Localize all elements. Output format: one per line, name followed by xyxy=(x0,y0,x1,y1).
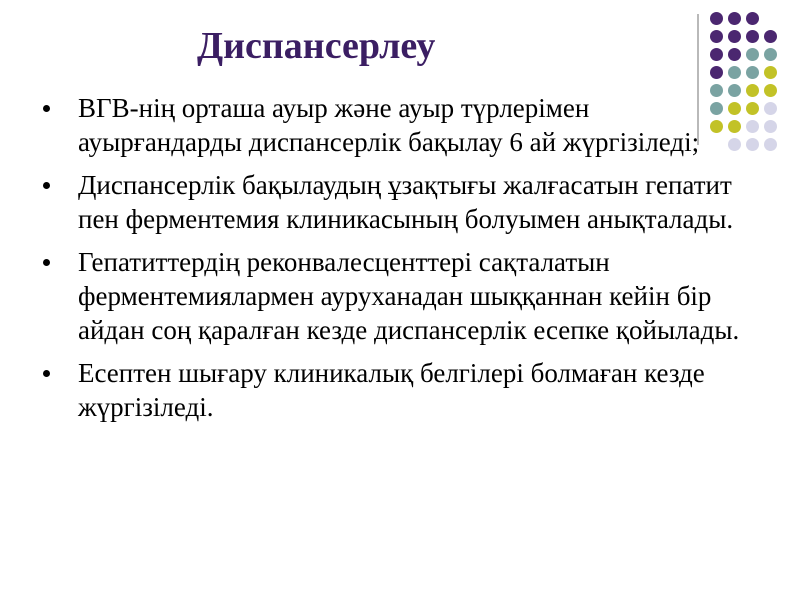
bullet-text: Диспансерлік бақылаудың ұзақтығы жалғасатын гепатит пен ферментемия клиникасының болуымен анықталады. xyxy=(78,170,734,234)
decorative-dot xyxy=(764,138,777,151)
decorative-dot xyxy=(764,84,777,97)
decorative-dot xyxy=(764,120,777,133)
decorative-dot xyxy=(728,48,741,61)
bullet-dot-icon xyxy=(43,182,50,189)
bullet-item-3 xyxy=(40,245,740,347)
slide-title: Диспансерлеу xyxy=(197,25,436,67)
decorative-dot xyxy=(764,48,777,61)
decorative-dot xyxy=(746,12,759,25)
decorative-dot xyxy=(710,66,723,79)
decorative-dot xyxy=(728,66,741,79)
decorative-dot xyxy=(764,30,777,43)
bullet-dot-icon xyxy=(43,105,50,112)
bullet-text: Есептен шығару клиникалық белгілері болмаған кезде жүргізіледі. xyxy=(78,358,705,422)
bullet-dot-icon xyxy=(43,370,50,377)
decorative-dot xyxy=(710,48,723,61)
decorative-dot xyxy=(764,12,777,25)
decorative-dot xyxy=(746,48,759,61)
decorative-dot xyxy=(728,30,741,43)
bullet-list xyxy=(40,91,740,433)
decorative-dot xyxy=(746,30,759,43)
decorative-dot xyxy=(746,120,759,133)
decorative-dot xyxy=(710,12,723,25)
bullet-item-1 xyxy=(40,91,740,159)
decorative-dot xyxy=(746,102,759,115)
decorative-dot xyxy=(746,84,759,97)
bullet-dot-icon xyxy=(43,259,50,266)
decorative-dot xyxy=(710,30,723,43)
decorative-dot xyxy=(728,12,741,25)
bullet-item-4 xyxy=(40,356,740,424)
bullet-item-2 xyxy=(40,168,740,236)
decorative-dot xyxy=(764,102,777,115)
decorative-dot xyxy=(746,66,759,79)
bullet-text: ВГВ-нің орташа ауыр және ауыр түрлерімен ауырғандарды диспансерлік бақылау 6 ай жүргізіледі; xyxy=(78,93,700,157)
decorative-dot xyxy=(764,66,777,79)
decorative-dot xyxy=(746,138,759,151)
bullet-text: Гепатиттердің реконвалесценттері сақталатын ферментемиялармен ауруханадан шыққаннан кейін бір айдан соң қаралған кезде диспансерлік есепке қойылады. xyxy=(78,247,740,345)
